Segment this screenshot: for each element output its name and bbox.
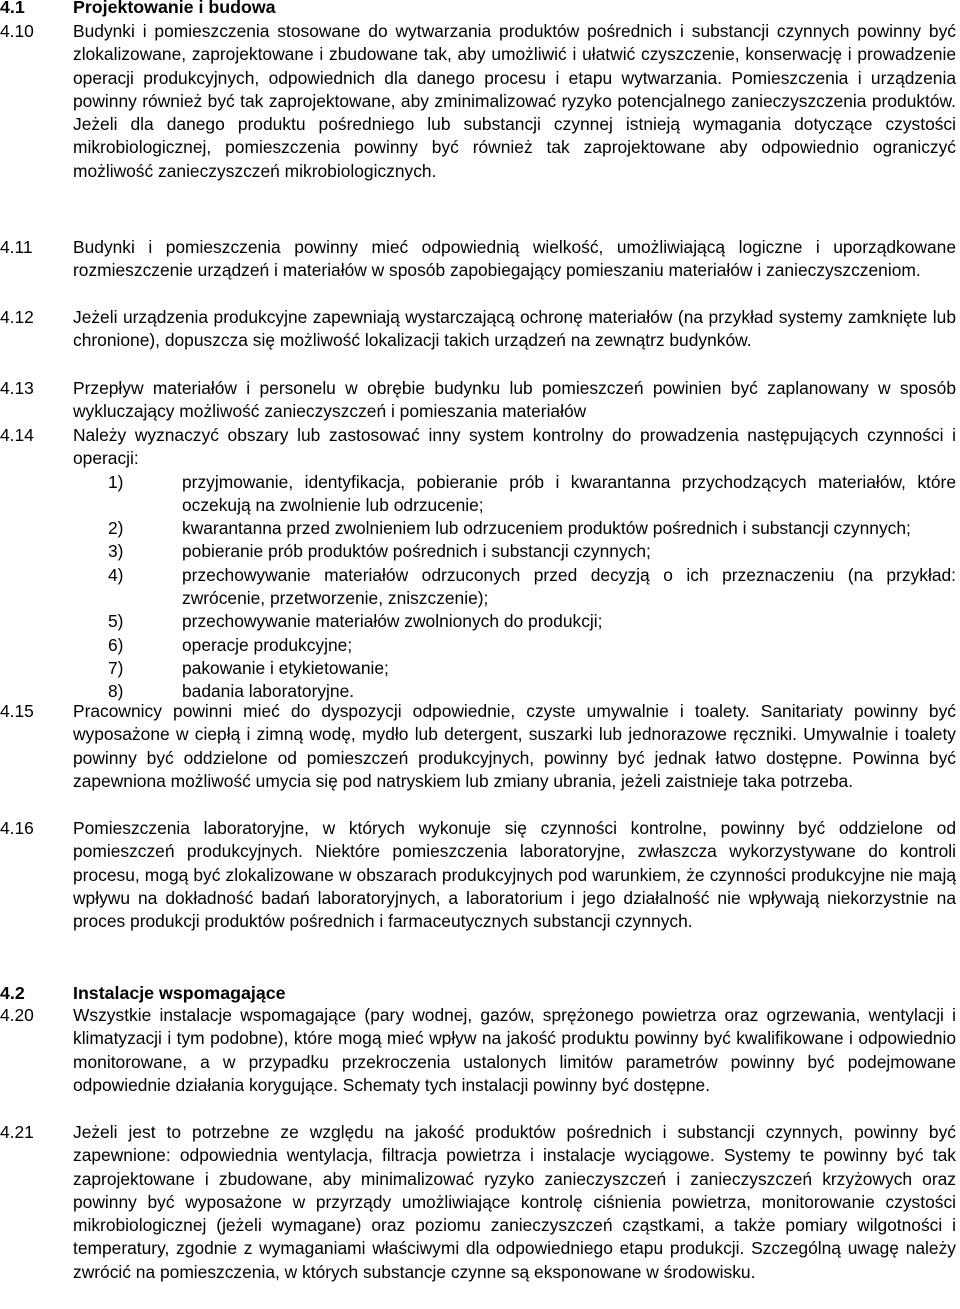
- section-title: Projektowanie i budowa: [73, 0, 276, 17]
- list-text: badania laboratoryjne.: [182, 681, 355, 702]
- list-item: [73, 471, 956, 518]
- list-number: 4): [108, 564, 124, 585]
- paragraph-text: Budynki i pomieszczenia powinny mieć odpowiednią wielkość, umożliwiającą logiczne i uporządkowane rozmieszczenie urządzeń i materiałów w sposób zapobiegający pomieszaniu materiałów i zanieczyszczeniom.: [73, 237, 956, 281]
- paragraph-number: 4.14: [0, 425, 34, 445]
- list-text: pakowanie i etykietowanie;: [182, 657, 389, 678]
- section-number: 4.1: [0, 0, 25, 17]
- section-number: 4.2: [0, 983, 25, 1003]
- list-text: przechowywanie materiałów zwolnionych do produkcji;: [182, 611, 603, 632]
- list-number: 3): [108, 541, 124, 562]
- paragraph-body: [73, 424, 956, 704]
- paragraph-number: 4.10: [0, 21, 34, 41]
- paragraph-number: 4.11: [0, 237, 33, 257]
- paragraph-text: Wszystkie instalacje wspomagające (pary wodnej, gazów, sprężonego powietrza oraz ogrzewania, wentylacji i klimatyzacji i tym podobne), które mogą mieć wpływ na jakość produktu powinny być kwalifikowane i odpowiednio monitorowane, a w przypadku przekroczenia ustalonych limitów parametrów powinny być podejmowane odpowiednie działania korygujące. Schematy tych instalacji powinny być dostępne.: [73, 1005, 956, 1095]
- list-text: operacje produkcyjne;: [182, 634, 353, 655]
- paragraph-4-21: [0, 1121, 956, 1284]
- paragraph-number: 4.16: [0, 818, 34, 838]
- list-text: przyjmowanie, identyfikacja, pobieranie prób i kwarantanna przychodzących materiałów, które oczekują na zwolnienie lub odrzucenie;: [182, 471, 956, 515]
- paragraph-text: Pracownicy powinni mieć do dyspozycji odpowiednie, czyste umywalnie i toalety. Sanitariaty powinny być wyposażone w ciepłą i zimną wodę, mydło lub detergent, suszarki lub jednorazowe ręczniki. Umywalnie i toalety powinny być oddzielone od pomieszczeń produkcyjnych, powinny być jednak łatwo dostępne. Powinna być zapewniona możliwość umycia się pod natryskiem lub zmiany ubrania, jeżeli zaistnieje taka potrzeba.: [73, 701, 956, 791]
- list-number: 2): [108, 518, 124, 539]
- list-number: 6): [108, 634, 124, 655]
- paragraph-4-14: [0, 424, 956, 704]
- paragraph-text: Należy wyznaczyć obszary lub zastosować inny system kontrolny do prowadzenia następujących czynności i operacji:: [73, 425, 956, 469]
- section-title: Instalacje wspomagające: [73, 983, 286, 1003]
- paragraph-text: Budynki i pomieszczenia stosowane do wytwarzania produktów pośrednich i substancji czynnych powinny być zlokalizowane, zaprojektowane i zbudowane tak, aby umożliwić i ułatwić czyszczenie, konserwację i prowadzenie operacji produkcyjnych, odpowiednich dla danego procesu i etapu wytwarzania. Pomieszczenia i urządzenia powinny również być tak zaprojektowane, aby zminimalizować ryzyko potencjalnego zanieczyszczenia produktów. Jeżeli dla danego produktu pośredniego lub substancji czynnej istnieją wymagania dotyczące czystości mikrobiologicznej, pomieszczenia powinny być również tak zaprojektowane aby odpowiednio ograniczyć możliwość zanieczyszczeń mikrobiologicznych.: [73, 21, 956, 181]
- paragraph-number: 4.21: [0, 1122, 34, 1142]
- list-item: [73, 657, 956, 680]
- paragraph-number: 4.20: [0, 1005, 34, 1025]
- list-text: kwarantanna przed zwolnieniem lub odrzuceniem produktów pośrednich i substancji czynnych;: [182, 518, 911, 539]
- list-item: [73, 610, 956, 633]
- paragraph-number: 4.12: [0, 307, 34, 327]
- list-item: [73, 517, 956, 540]
- list-text: pobieranie prób produktów pośrednich i substancji czynnych;: [182, 541, 651, 562]
- paragraph-text: Jeżeli urządzenia produkcyjne zapewniają wystarczającą ochronę materiałów (na przykład systemy zamknięte lub chronione), dopuszcza się możliwość lokalizacji takich urządzeń na zewnątrz budynków.: [73, 307, 956, 351]
- paragraph-number: 4.15: [0, 701, 34, 721]
- list-number: 8): [108, 681, 124, 702]
- paragraph-number: 4.13: [0, 378, 34, 398]
- list-item: [73, 540, 956, 563]
- paragraph-4-13: [0, 377, 956, 424]
- list-item: [73, 634, 956, 657]
- paragraph-4-11: [0, 236, 956, 283]
- operations-list: [73, 471, 956, 704]
- list-text: przechowywanie materiałów odrzuconych przed decyzją o ich przeznaczeniu (na przykład: zwrócenie, przetworzenie, zniszczenie);: [182, 564, 956, 609]
- list-number: 7): [108, 657, 124, 678]
- paragraph-4-16: [0, 817, 956, 933]
- paragraph-4-12: [0, 306, 956, 353]
- paragraph-text: Pomieszczenia laboratoryjne, w których wykonuje się czynności kontrolne, powinny być oddzielone od pomieszczeń produkcyjnych. Niektóre pomieszczenia laboratoryjne, zwłaszcza wykorzystywane do kontroli procesu, mogą być zlokalizowane w obszarach produkcyjnych pod warunkiem, że czynności produkcyjne nie mają wpływu na dokładność badań laboratoryjnych, a laboratorium i jego działalność nie wpływają niekorzystnie na proces produkcji produktów pośrednich i farmaceutycznych substancji czynnych.: [73, 818, 956, 932]
- paragraph-text: Przepływ materiałów i personelu w obrębie budynku lub pomieszczeń powinien być zaplanowany w sposób wykluczający możliwość zanieczyszczeń i pomieszania materiałów: [73, 378, 956, 422]
- list-number: 5): [108, 611, 124, 632]
- list-item: [73, 564, 956, 611]
- paragraph-4-15: [0, 700, 956, 793]
- list-number: 1): [108, 471, 124, 492]
- section-heading-4-2: [0, 982, 956, 1005]
- section-heading-4-1: [0, 0, 956, 19]
- paragraph-4-20: [0, 1004, 956, 1097]
- paragraph-4-10: [0, 20, 956, 183]
- paragraph-text: Jeżeli jest to potrzebne ze względu na jakość produktów pośrednich i substancji czynnych, powinny być zapewnione: odpowiednia wentylacja, filtracja powietrza i instalacje wyciągowe. Systemy te powinny być tak zaprojektowane i zbudowane, aby minimalizować ryzyko zanieczyszczeń i zanieczyszczeń krzyżowych oraz powinny być wyposażone w przyrządy umożliwiające kontrolę ciśnienia powietrza, monitorowanie czystości mikrobiologicznej (jeżeli wymagane) oraz poziomu zanieczyszczeń cząstkami, a także pomiary wilgotności i temperatury, zgodnie z wymaganiami właściwymi dla odpowiedniego etapu produkcji. Szczególną uwagę należy zwrócić na pomieszczenia, w których substancje czynne są eksponowane w środowisku.: [73, 1122, 956, 1282]
